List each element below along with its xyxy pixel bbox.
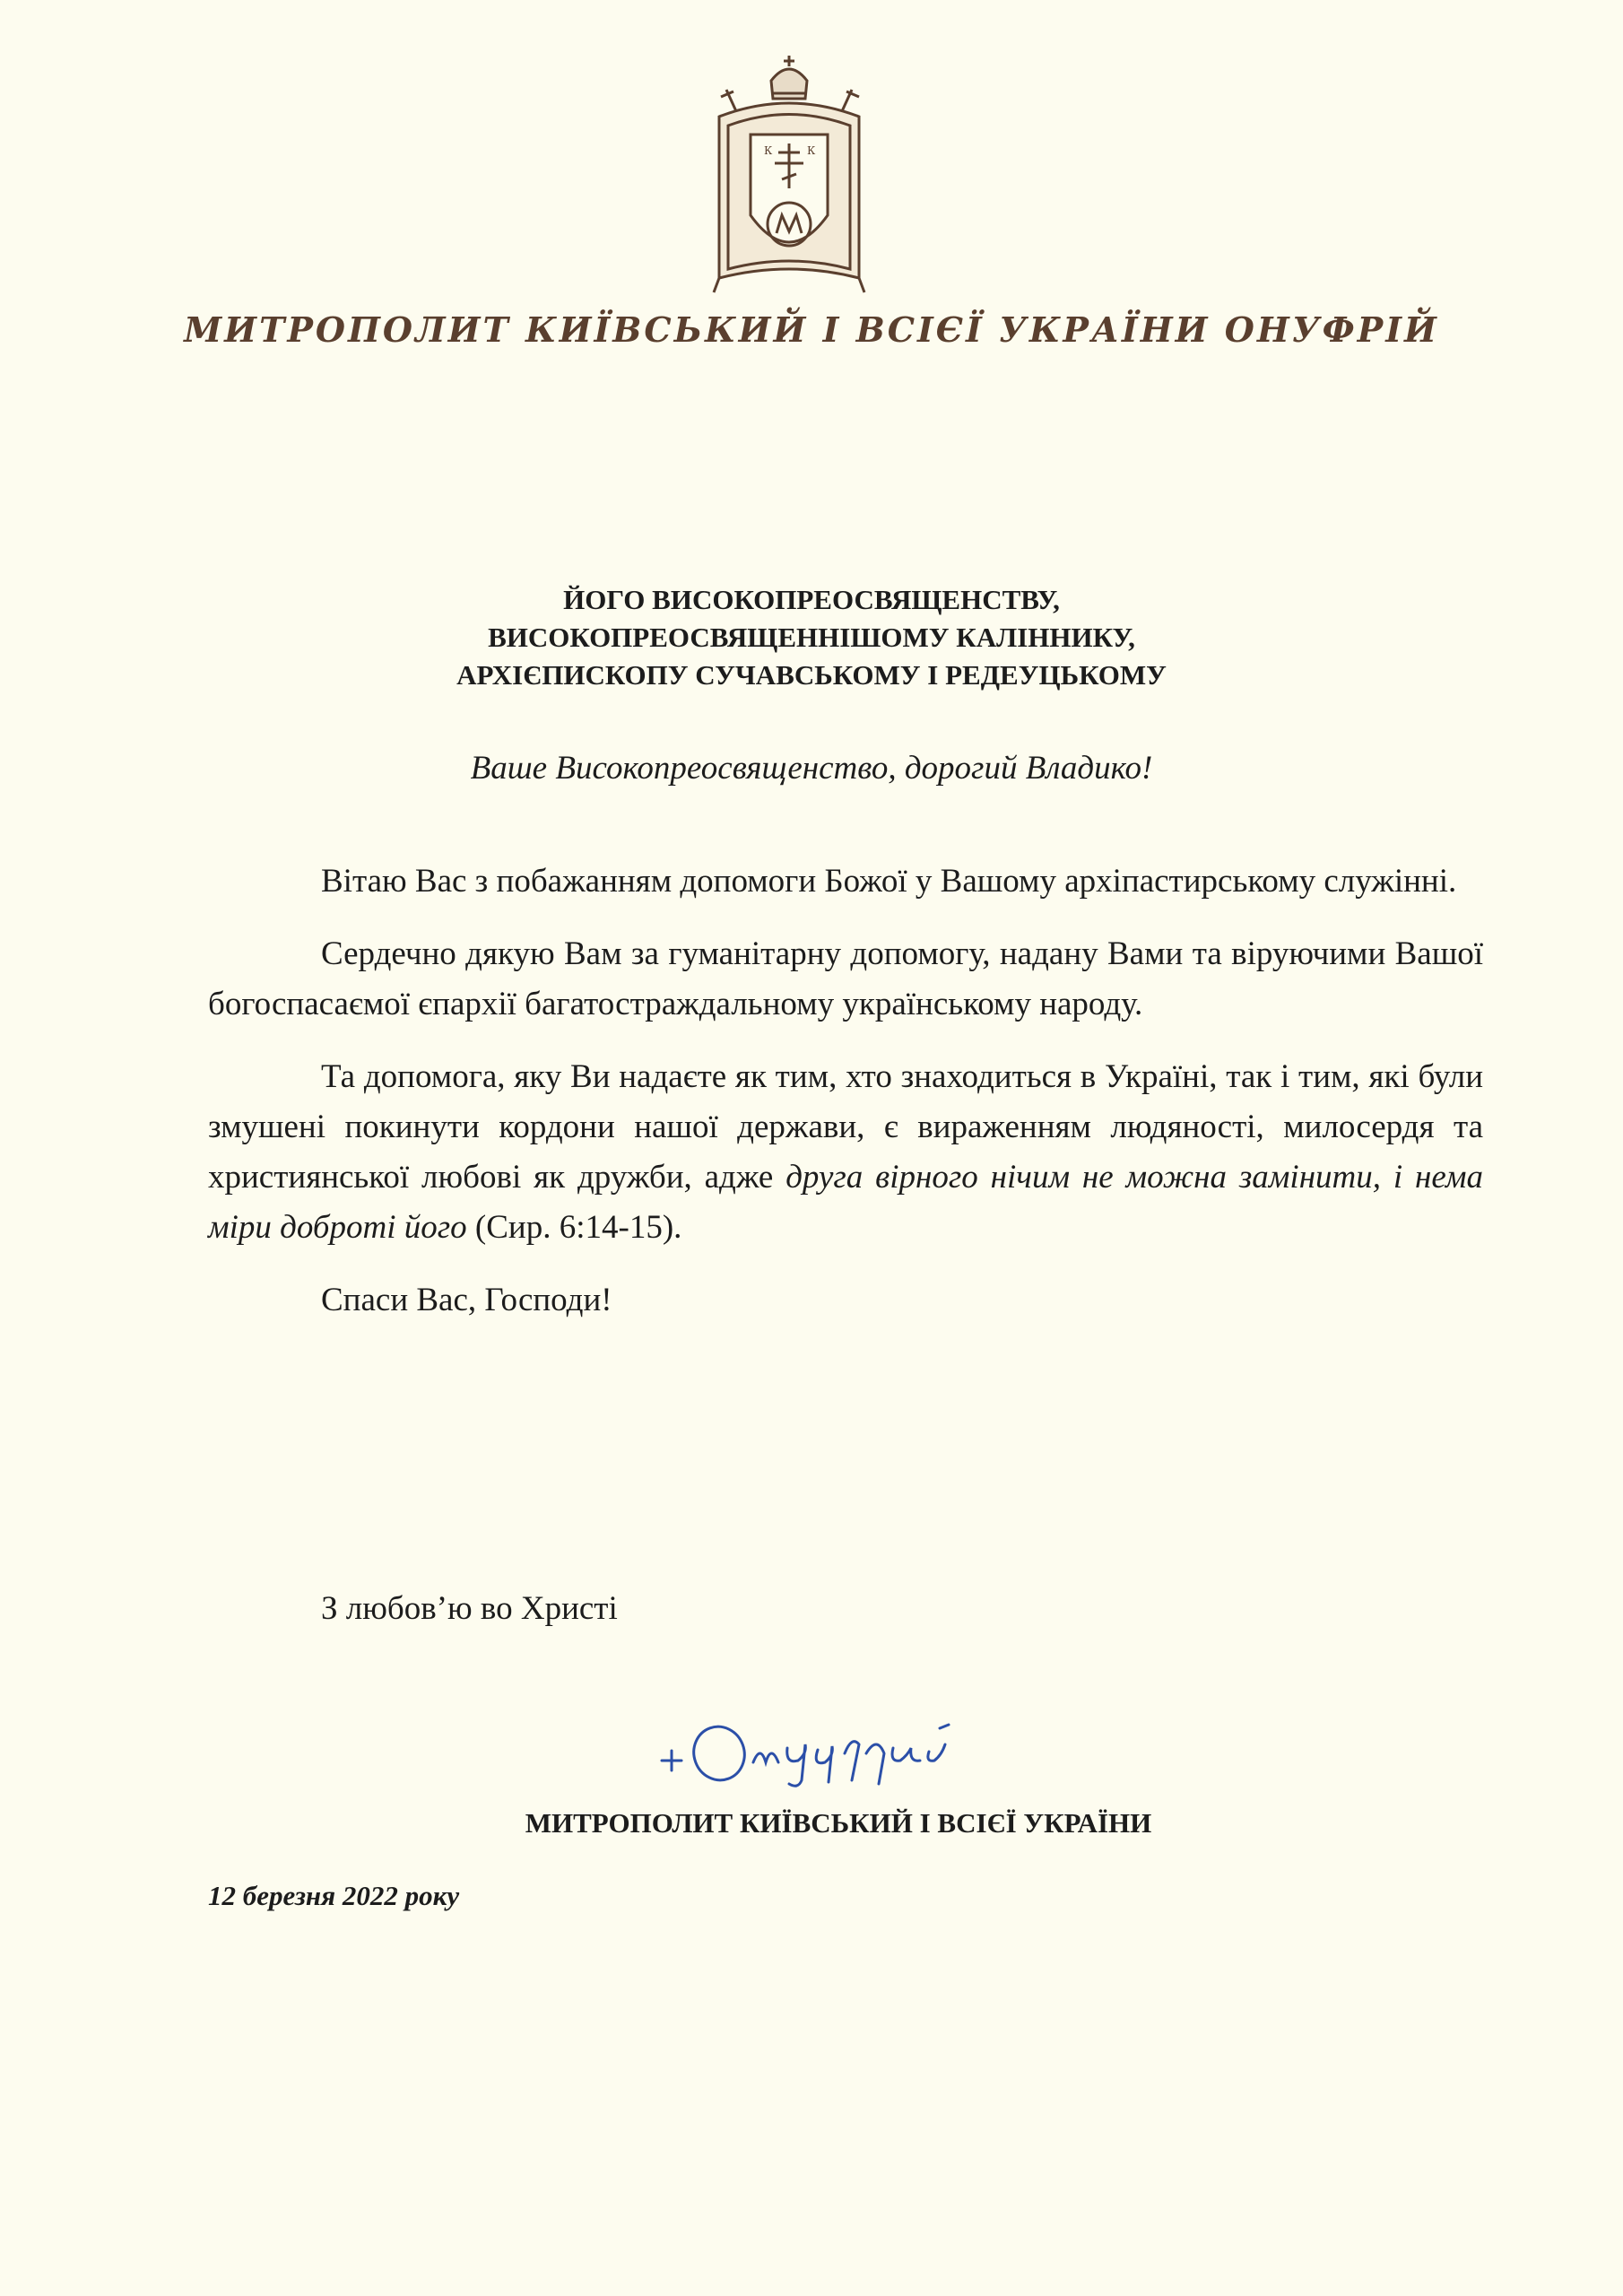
closing: З любов’ю во Христі: [321, 1590, 618, 1627]
body-text: Та допомога, яку Ви надаєте як тим, хто знаходиться в Україні, так і тим, які були змушені покинути кордони нашої держави, є вираженням людяності, милосердя та християнської любові як дружби, адже: [208, 1058, 1483, 1196]
scripture-quote: друга вірного нічим не можна замінити, і нема міри доброті його: [208, 1159, 1483, 1246]
body-paragraph: [208, 1052, 1483, 1253]
recipient-line: АРХІЄПИСКОПУ СУЧАВСЬКОМУ І РЕДЕУЦЬКОМУ: [456, 659, 1167, 691]
coat-of-arms-icon: [701, 54, 877, 298]
signature-icon: [655, 1709, 1004, 1789]
body-text: Сердечно дякую Вам за гуманітарну допомогу, надану Вами та віруючими Вашої богоспасаємої єпархії багатостраждальному українському народу.: [208, 935, 1483, 1022]
svg-text:К: К: [807, 144, 816, 157]
svg-text:К: К: [764, 144, 773, 157]
body-paragraph: [208, 929, 1483, 1030]
signer-title: МИТРОПОЛИТ КИЇВСЬКИЙ І ВСІЄЇ УКРАЇНИ: [525, 1807, 1152, 1839]
scripture-reference: (Сир. 6:14-15).: [466, 1209, 682, 1246]
recipient-line: ЙОГО ВИСОКОПРЕОСВЯЩЕНСТВУ,: [563, 584, 1060, 615]
body-paragraph: Вітаю Вас з побажанням допомоги Божої у Вашому архіпастирському служінні.: [321, 863, 1457, 900]
salutation: Ваше Високопреосвященство, дорогий Владико!: [470, 750, 1153, 787]
letter-body: [208, 857, 1483, 1348]
letter-date: 12 березня 2022 року: [208, 1880, 460, 1911]
recipient-block: [0, 581, 1623, 694]
body-paragraph: Спаси Вас, Господи!: [321, 1282, 612, 1318]
recipient-line: ВИСОКОПРЕОСВЯЩЕННІШОМУ КАЛІННИКУ,: [488, 622, 1135, 653]
letterhead-title: МИТРОПОЛИТ КИЇВСЬКИЙ І ВСІЄЇ УКРАЇНИ ОНУФРІЙ: [184, 309, 1439, 350]
